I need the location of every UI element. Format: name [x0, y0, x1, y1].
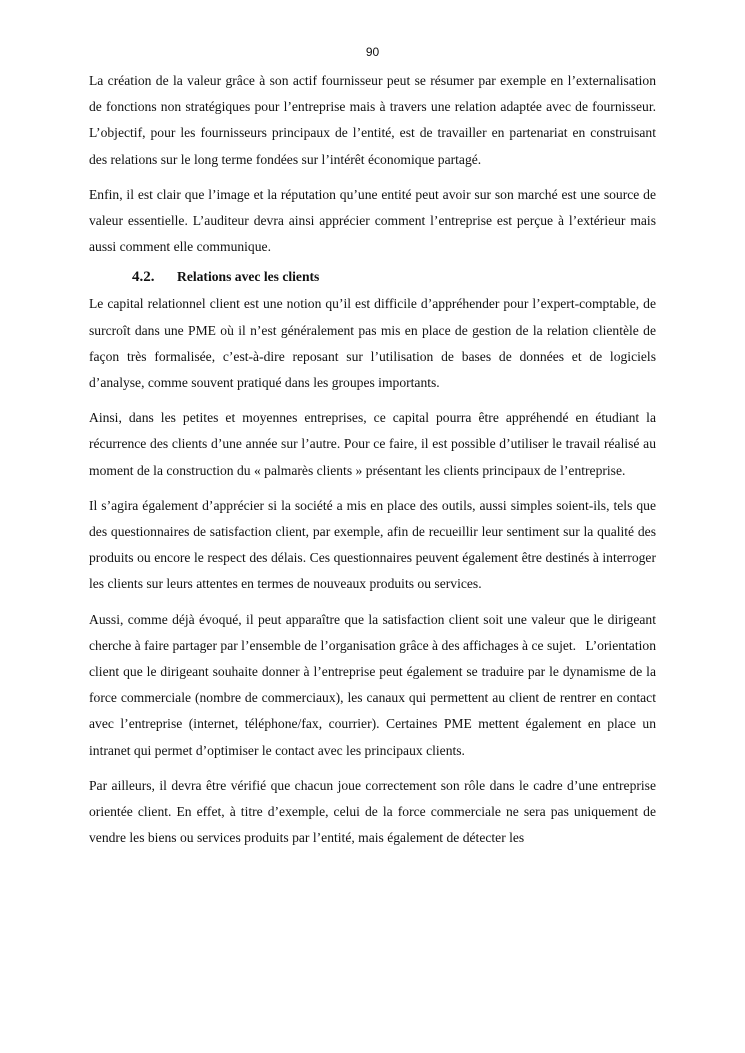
paragraph-satisfaction-tools: Il s’agira également d’apprécier si la société a mis en place des outils, aussi simples soient-ils, tels que des questionnaires de satisfaction client, par exemple, afin de recueillir leur sentiment sur la qualité des produits ou encore le respect des délais. Ces questionnaires peuvent également être destinés à interroger les clients sur leurs attentes en termes de nouveaux produits ou services. — [89, 497, 656, 592]
paragraph-client-roles: Par ailleurs, il devra être vérifié que chacun joue correctement son rôle dans le cadre d’une entreprise orientée client. En effet, à titre d’exemple, celui de la force commerciale ne sera pas uniquement de vendre les biens ou services produits par l’entité, mais également de détecter les — [89, 777, 656, 846]
orientation-sentence-1: Aussi, comme déjà évoqué, il peut apparaître que la satisfaction client soit une valeur que le dirigeant cherche à faire partager par l’ensemble de l’organisation grâce à des affichages à ce sujet. — [89, 611, 656, 653]
paragraph-image-reputation: Enfin, il est clair que l’image et la réputation qu’une entité peut avoir sur son marché est une source de valeur essentielle. L’auditeur devra ainsi apprécier comment l’entreprise est perçue à l’extérieur mais aussi comment elle communique. — [89, 186, 656, 255]
paragraph-client-capital: Le capital relationnel client est une notion qu’il est difficile d’appréhender pour l’expert-comptable, de surcroît dans une PME où il n’est généralement pas mis en place de gestion de la relation clientèle de façon très formalisée, c’est-à-dire reposant sur l’utilisation de bases de données et de logiciels d’analyse, comme souvent pratiqué dans les groupes importants. — [89, 296, 656, 391]
section-title: Relations avec les clients — [177, 269, 320, 285]
orientation-sentence-2: L’orientation client que le dirigeant souhaite donner à l’entreprise peut également se traduire par le dynamisme de la force commerciale (nombre de commerciaux), les canaux qui permettent au client de rentrer en contact avec l’entreprise (internet, téléphone/fax, courrier). Certaines PME mettent également en place un intranet qui permet d’optimiser le contact avec les principaux clients. — [89, 637, 656, 758]
section-number: 4.2. — [132, 269, 155, 286]
document-body — [89, 68, 656, 860]
section-heading — [89, 269, 656, 291]
paragraph-client-orientation — [89, 607, 656, 764]
paragraph-supplier-value: La création de la valeur grâce à son actif fournisseur peut se résumer par exemple en l’externalisation de fonctions non stratégiques pour l’entreprise mais à travers une relation adaptée avec de fournisseur. L’objectif, pour les fournisseurs principaux de l’entité, est de travailler en partenariat en construisant des relations sur le long terme fondées sur l’intérêt économique partagé. — [89, 73, 656, 167]
page-number: 90 — [365, 45, 380, 59]
paragraph-sme-recurrence: Ainsi, dans les petites et moyennes entreprises, ce capital pourra être appréhendé en étudiant la récurrence des clients d’une année sur l’autre. Pour ce faire, il est possible d’utiliser le travail réalisé au moment de la construction du « palmarès clients » présentant les clients principaux de l’entreprise. — [89, 410, 656, 478]
